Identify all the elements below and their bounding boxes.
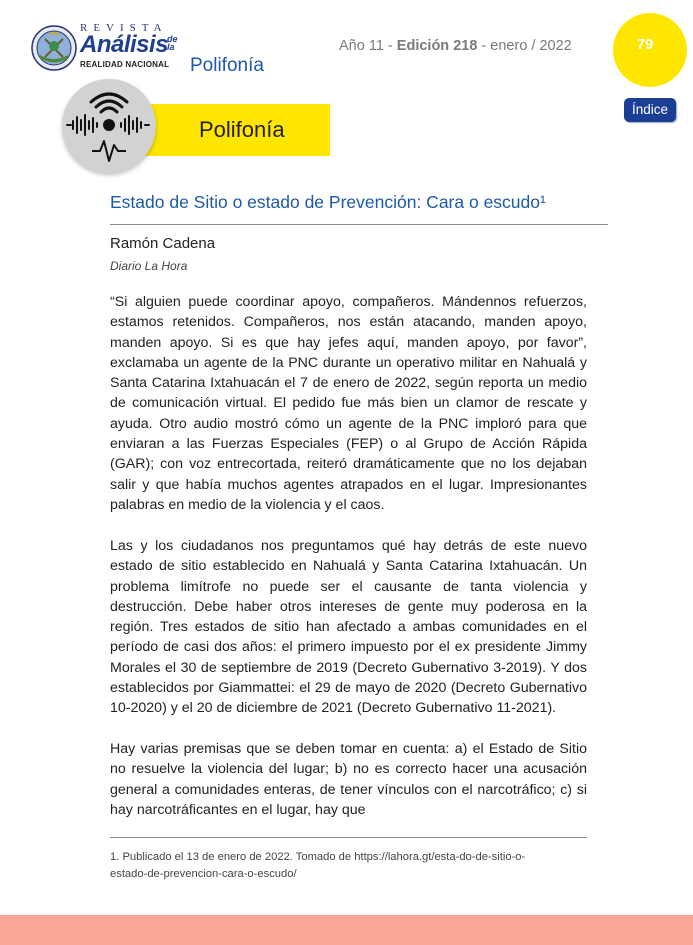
page-number: 79	[636, 36, 654, 53]
issue-separator: -	[387, 38, 393, 54]
bottom-decorative-band	[0, 915, 693, 945]
issue-info	[339, 38, 572, 54]
footnote-divider	[110, 837, 587, 838]
article-paragraph: Hay varias premisas que se deben tomar en cuenta: a) el Estado de Sitio no resuelve la violencia del lugar; b) no es correcto hacer una acusación general a comunidades enteras, de tener vínculos con el narcotráfico; c) si hay narcotráficantes en el lugar, hay que	[110, 741, 587, 818]
article-paragraph: Las y los ciudadanos nos preguntamos qué hay detrás de este nuevo estado de sitio establecido en Nahualá y Santa Catarina Ixtahuacán. Un problema limítrofe no puede ser el causante de tanta violencia y destrucción. Debe haber otros intereses de gente muy poderosa en la región. Tres estados de sitio han afectado a ambas comunidades en el período de casi dos años: el primero impuesto por el ex presidente Jimmy Morales el 30 de septiembre de 2019 (Decreto Gubernativo 3-2019). Y dos establecidos por Giammattei: el 29 de mayo de 2020 (Decreto Gubernativo 10-2020) y el 20 de diciembre de 2021 (Decreto Gubernativo 11-2021).	[110, 538, 587, 717]
article-title: Estado de Sitio o estado de Prevención: Cara o escudo¹	[110, 192, 546, 212]
title-divider	[110, 224, 608, 225]
masthead-section-name: Polifonía	[190, 55, 264, 76]
masthead-de-la: de la	[167, 34, 178, 52]
article-source: Diario La Hora	[110, 259, 188, 273]
masthead-revista: REVISTA	[80, 22, 168, 34]
section-banner-label: Polifonía	[199, 117, 285, 142]
issue-date: enero / 2022	[490, 38, 572, 54]
masthead-analisis: Análisis	[80, 31, 169, 58]
article-paragraph: “Si alguien puede coordinar apoyo, compañeros. Mándennos refuerzos, estamos retenidos. Compañeros, nos están atacando, manden apoyo, manden apoyo. Si es que hay jefes aquí, manden apoyo, por favor”, exclamaba un agente de la PNC durante un operativo militar en Nahualá y Santa Catarina Ixtahuacán el 7 de enero de 2022, según reporta un medio de comunicación virtual. El pedido fue más bien un clamor de rescate y ayuda. Otro audio mostró cómo un agente de la PNC imploró para que enviaran a las Fuerzas Especiales (FEP) o al Grupo de Acción Rápida (GAR); con voz entrecortada, reiteró dramáticamente que no los dejaban salir y que había muchos agentes atrapados en el lugar. Impresionantes palabras en medio de la violencia y el caos.	[110, 294, 587, 513]
masthead-realidad-nacional: REALIDAD NACIONAL	[80, 60, 170, 69]
footnote: 1. Publicado el 13 de enero de 2022. Tomado de https://lahora.gt/esta-do-de-sitio-o-estado-de-prevencion-cara-o-escudo/	[110, 851, 526, 880]
issue-year: Año 11	[339, 38, 384, 54]
index-button[interactable]: Índice	[624, 98, 676, 122]
article-author: Ramón Cadena	[110, 235, 216, 252]
issue-edition: Edición 218	[396, 38, 478, 54]
issue-separator: -	[481, 38, 487, 54]
coat-of-arms-logo-icon	[31, 25, 77, 71]
podcast-icon	[62, 79, 156, 173]
